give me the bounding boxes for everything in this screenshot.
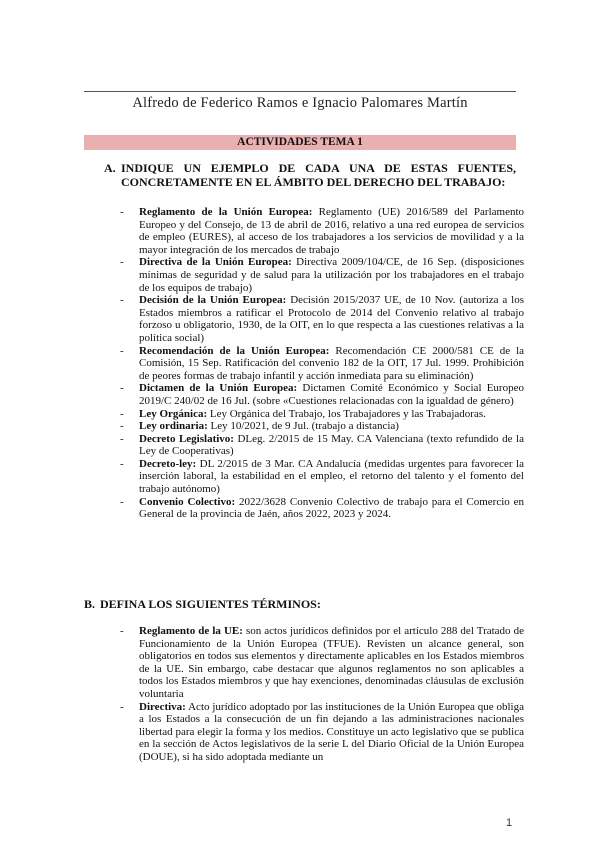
- section-a-list: [120, 206, 524, 521]
- list-item: - Ley Orgánica: Ley Orgánica del Trabajo, los Trabajadores y las Trabajadoras.: [120, 407, 486, 420]
- list-item: - Decreto-ley: DL 2/2015 de 3 Mar. CA Andalucía (medidas urgentes para favorecer la inserción laboral, la estabilidad en el empleo, el retorno del talento y el fomento del trabajo autónomo): [120, 457, 524, 496]
- list-item: - Recomendación de la Unión Europea: Recomendación CE 2000/581 CE de la Comisión, 15 Sep. Ratificación del convenio 182 de la OIT, 17 Jul. 1999. Prohibición de peores formas de trabajo infantil y acción inmediata para su eliminación): [120, 344, 525, 382]
- activities-banner: ACTIVIDADES TEMA 1: [84, 135, 516, 150]
- section-b-title: DEFINA LOS SIGUIENTES TÉRMINOS:: [100, 597, 321, 611]
- header-rule: [84, 91, 516, 92]
- section-a-title: INDIQUE UN EJEMPLO DE CADA UNA DE ESTAS FUENTES, CONCRETAMENTE EN EL ÁMBITO DEL DERECHO DEL TRABAJO:: [121, 161, 516, 189]
- section-a-label: A.: [104, 161, 116, 175]
- section-b-label: B.: [84, 597, 96, 611]
- list-item: - Decreto Legislativo: DLeg. 2/2015 de 15 May. CA Valenciana (texto refundido de la Ley de Cooperativas): [120, 432, 524, 458]
- section-a-heading: [104, 161, 516, 189]
- list-item: - Convenio Colectivo: 2022/3628 Convenio Colectivo de trabajo para el Comercio en General de la provincia de Jaén, años 2022, 2023 y 2024.: [120, 495, 524, 521]
- list-item: - Directiva: Acto jurídico adoptado por las instituciones de la Unión Europea que obliga a los Estados a la consecución de un fin dejando a las administraciones nacionales libertad para elegir la forma y los medios. Constituye un acto legislativo que se publica en la sección de Actos legislativos de la serie L del Diario Oficial de la Unión Europea (DOUE), si ha sido adoptada mediante un: [120, 700, 524, 763]
- list-item: - Ley ordinaria: Ley 10/2021, de 9 Jul. (trabajo a distancia): [120, 420, 399, 433]
- list-item: - Reglamento de la UE: son actos jurídicos definidos por el artículo 288 del Tratado de Funcionamiento de la Unión Europea (TFUE). Revisten un alcance general, son obligatorios en todos sus elementos y directamente aplicables en los Estados miembros de la UE. Sin embargo, cabe destacar que algunos reglamentos no son aplicables a todos los Estados miembros y que hay exenciones, denominadas cláusulas de exclusión voluntaria: [120, 625, 524, 700]
- section-b-list: [120, 625, 524, 764]
- list-item: - Dictamen de la Unión Europea: Dictamen Comité Económico y Social Europeo 2019/C 240/02 de 16 Jul. (sobre «Cuestiones relacionadas con la igualdad de género): [120, 382, 524, 407]
- section-b-heading: [84, 597, 516, 611]
- header-authors: Alfredo de Federico Ramos e Ignacio Palomares Martín: [132, 95, 468, 111]
- list-item: - Directiva de la Unión Europea: Directiva 2009/104/CE, de 16 Sep. (disposiciones mínimas de seguridad y de salud para la utilización por los trabajadores en el trabajo de los equipos de trabajo): [120, 256, 524, 294]
- page-number: 1: [506, 817, 513, 829]
- list-item: - Decisión de la Unión Europea: Decisión 2015/2037 UE, de 10 Nov. (autoriza a los Estados miembros a ratificar el Protocolo de 2014 del Convenio relativo al trabajo forzoso u obligatorio, 1930, de la OIT, en lo que respecta a las cuestiones relativas a la política social): [120, 294, 524, 344]
- list-item: - Reglamento de la Unión Europea: Reglamento (UE) 2016/589 del Parlamento Europeo y del Consejo, de 13 de abril de 2016, relativo a una red europea de servicios de empleo (EURES), al acceso de los trabajadores a los servicios de movilidad y a la mayor integración de los mercados de trabajo: [120, 206, 525, 256]
